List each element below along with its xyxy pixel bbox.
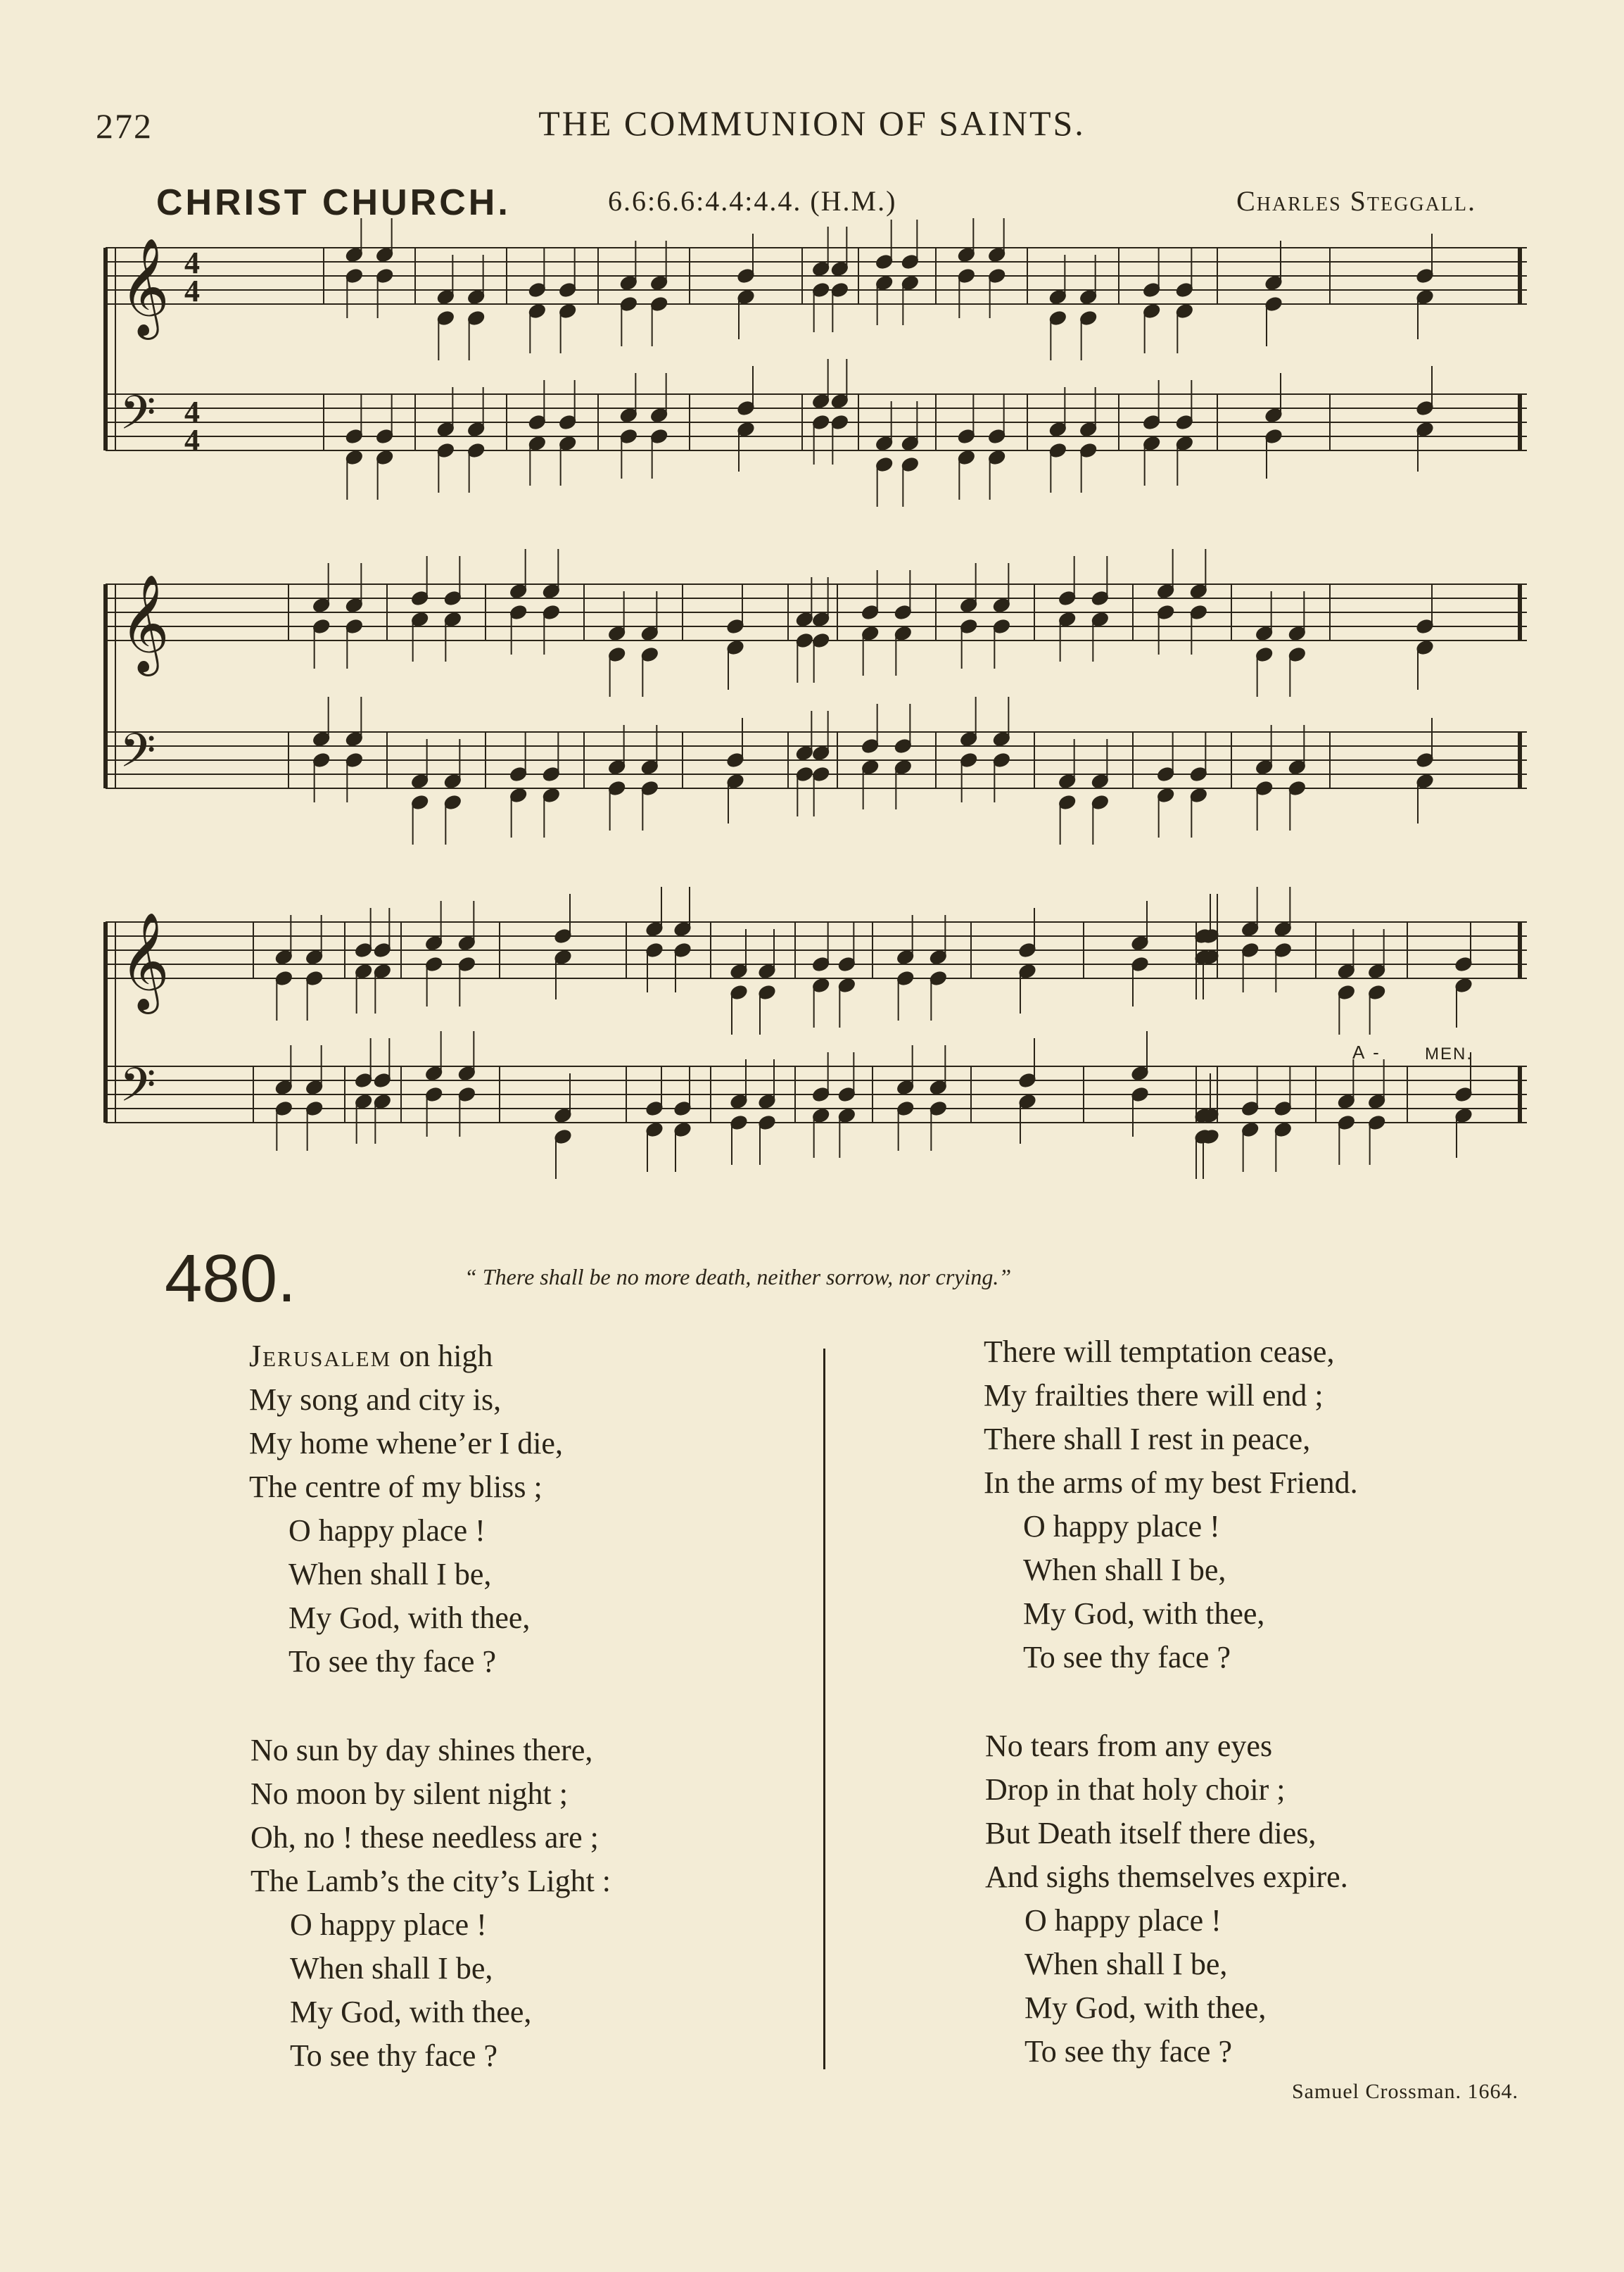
stanza-line: Oh, no ! these needless are ; <box>250 1820 599 1855</box>
stanza-line: Drop in that holy choir ; <box>985 1772 1286 1807</box>
stanza-line: My song and city is, <box>249 1382 502 1417</box>
page-number: 272 <box>96 106 153 146</box>
amen-syllable-2: MEN. <box>1425 1045 1473 1064</box>
stanza-line: But Death itself there dies, <box>985 1816 1317 1850</box>
tune-name: CHRIST CHURCH. <box>156 182 511 223</box>
refrain-line: My God, with thee, <box>1024 1990 1267 2025</box>
stanza-line: No tears from any eyes <box>985 1729 1273 1763</box>
refrain-line: When shall I be, <box>1024 1947 1228 1981</box>
running-head: THE COMMUNION OF SAINTS. <box>538 103 1086 143</box>
stanza-line: In the arms of my best Friend. <box>984 1465 1358 1500</box>
refrain-line: To see thy face ? <box>290 2038 497 2073</box>
stanza-2 <box>250 1729 611 2078</box>
refrain-line: O happy place ! <box>290 1907 487 1942</box>
refrain-line: My God, with thee, <box>288 1601 531 1635</box>
stanza-line: My frailties there will end ; <box>984 1378 1324 1413</box>
hymn-epigraph: “ There shall be no more death, neither sorrow, nor crying.” <box>464 1264 1012 1289</box>
stanza-line: And sighs themselves expire. <box>985 1860 1348 1894</box>
refrain-line: When shall I be, <box>1023 1553 1226 1587</box>
stanza-line: My home whene’er I die, <box>249 1426 563 1460</box>
stanza-line: There will temptation cease, <box>984 1334 1335 1369</box>
bass-time-signature-top: 4 <box>184 395 200 429</box>
time-signature-bottom: 4 <box>184 274 200 308</box>
refrain-line: O happy place ! <box>1024 1903 1222 1938</box>
line-text: on high <box>399 1339 493 1373</box>
amen-syllable-1: A - <box>1352 1042 1381 1063</box>
column-divider <box>823 1349 825 2069</box>
time-signature-top: 4 <box>184 246 200 280</box>
treble-clef-icon: 𝄞 <box>120 574 170 672</box>
refrain-line: When shall I be, <box>288 1557 492 1591</box>
refrain-line: When shall I be, <box>290 1951 493 1986</box>
stanza-line: No sun by day shines there, <box>250 1733 593 1767</box>
refrain-line: My God, with thee, <box>1023 1596 1265 1631</box>
hymn-number: 480. <box>165 1241 296 1316</box>
first-word: Jerusalem <box>249 1339 392 1373</box>
stanza-1 <box>249 1334 563 1684</box>
stanza-3 <box>984 1330 1358 1679</box>
treble-clef-icon: 𝄞 <box>120 238 170 336</box>
bass-clef-icon: 𝄢 <box>120 386 156 451</box>
refrain-line: O happy place ! <box>1023 1509 1220 1544</box>
stanza-line: The centre of my bliss ; <box>249 1470 543 1504</box>
composer-name: Charles Steggall. <box>1236 185 1476 217</box>
refrain-line: To see thy face ? <box>288 1644 496 1679</box>
stanza-4 <box>985 1724 1348 2074</box>
refrain-line: To see thy face ? <box>1024 2034 1232 2069</box>
score-notes <box>274 218 1473 1179</box>
treble-clef-icon: 𝄞 <box>120 912 170 1010</box>
music-score <box>91 218 1541 1218</box>
stanza-line: No moon by silent night ; <box>250 1776 568 1811</box>
bass-clef-icon: 𝄢 <box>120 1058 156 1123</box>
hymn-author: Samuel Crossman. 1664. <box>1292 2080 1518 2103</box>
stanza-line: There shall I rest in peace, <box>984 1422 1311 1456</box>
refrain-line: O happy place ! <box>288 1513 486 1548</box>
tune-meter: 6.6:6.6:4.4:4.4. (H.M.) <box>608 185 897 217</box>
refrain-line: To see thy face ? <box>1023 1640 1231 1674</box>
stanza-line: The Lamb’s the city’s Light : <box>250 1864 611 1898</box>
bass-clef-icon: 𝄢 <box>120 724 156 789</box>
refrain-line: My God, with thee, <box>290 1995 532 2029</box>
bass-time-signature-bottom: 4 <box>184 423 200 457</box>
stanza-line <box>249 1334 563 1378</box>
